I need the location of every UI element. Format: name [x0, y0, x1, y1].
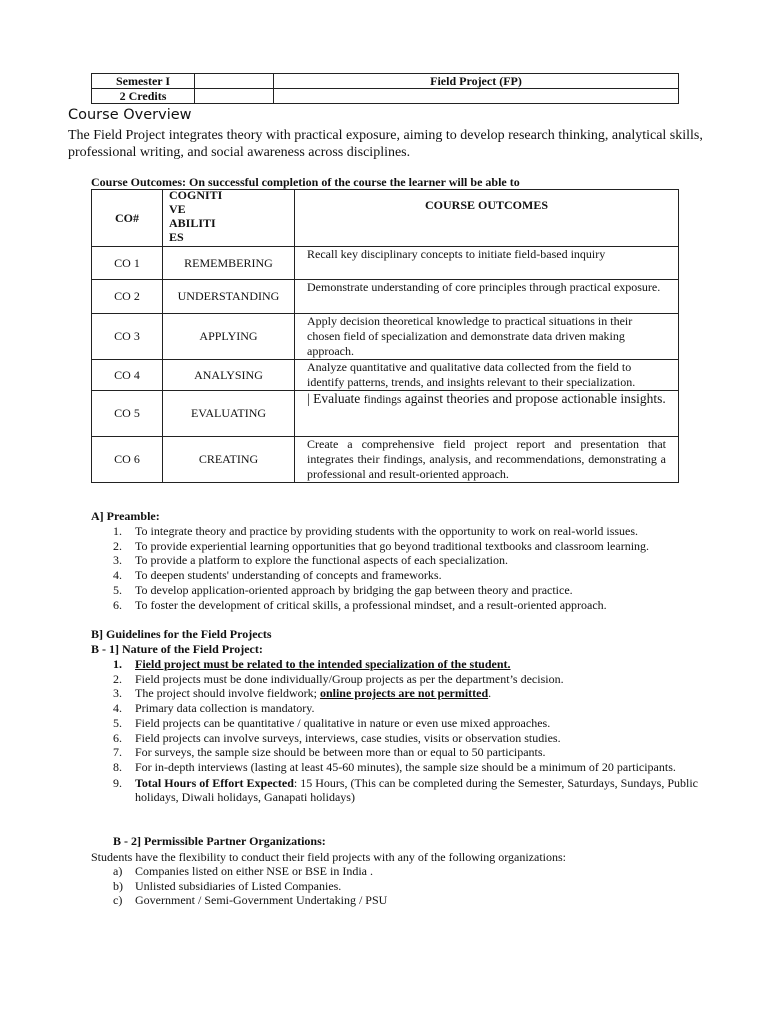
list-item: [91, 701, 711, 716]
list-number: 9.: [113, 775, 122, 790]
list-item: [91, 879, 711, 894]
list-number: 3.: [113, 686, 122, 701]
list-item: [91, 524, 751, 539]
co-number: CO 6: [92, 437, 163, 483]
co-number: CO 2: [92, 280, 163, 314]
list-text: To develop application-oriented approach by bridging the gap between theory and practice.: [135, 582, 573, 597]
preamble-list: [91, 524, 751, 612]
list-text-emphasis: online projects are not permitted: [319, 686, 489, 701]
list-text-label: Total Hours of Effort Expected: [135, 775, 294, 790]
list-text: For in-depth interviews (lasting at least 45-60 minutes), the sample size should be a minimum of 20 participants.: [135, 759, 676, 774]
credits-cell: 2 Credits: [92, 89, 195, 104]
table-row: [92, 314, 679, 360]
list-text: Primary data collection is mandatory.: [135, 701, 315, 716]
list-item: [91, 760, 711, 775]
list-number: 6.: [113, 597, 122, 612]
outcome-text: against theories and propose actionable insights.: [401, 391, 666, 406]
list-text: Field project must be related to the intended specialization of the student.: [135, 657, 511, 671]
list-text: .: [488, 686, 492, 701]
list-text: To integrate theory and practice by providing students with the opportunity to work on real-world issues.: [135, 524, 639, 538]
empty-cell: [274, 89, 679, 104]
course-outcome: Apply decision theoretical knowledge to practical situations in their chosen field of specialization and demonstrate data driven making approach.: [295, 314, 679, 360]
semester-cell: Semester I: [92, 74, 195, 89]
cognitive-ability: APPLYING: [163, 314, 295, 360]
table-row: [92, 360, 679, 391]
list-number: 6.: [113, 730, 122, 745]
cognitive-ability: REMEMBERING: [163, 247, 295, 280]
list-text: To provide a platform to explore the functional aspects of each specialization.: [135, 553, 509, 568]
list-number: 5.: [113, 715, 122, 730]
course-outcome: Recall key disciplinary concepts to initiate field-based inquiry: [295, 247, 679, 280]
co-number: CO 5: [92, 391, 163, 437]
project-title-cell: Field Project (FP): [274, 74, 679, 89]
course-outcome: Analyze quantitative and qualitative data collected from the field to identify patterns, trends, and insights relevant to their specialization.: [295, 360, 679, 391]
course-outcomes-table: [91, 189, 679, 483]
header-co-number: CO#: [92, 190, 163, 247]
outcome-text: findings: [363, 394, 402, 406]
course-overview-heading: Course Overview: [68, 107, 192, 123]
header-course-outcomes: COURSE OUTCOMES: [295, 190, 679, 247]
empty-cell: [195, 74, 274, 89]
list-letter: c): [113, 893, 123, 908]
course-outcome: [295, 391, 679, 437]
list-text: For surveys, the sample size should be between more than or equal to 50 participants.: [135, 745, 546, 760]
list-item: [91, 716, 711, 731]
cognitive-ability: EVALUATING: [163, 391, 295, 437]
list-number: 2.: [113, 538, 122, 553]
list-item: [91, 583, 751, 598]
list-text: To deepen students' understanding of concepts and frameworks.: [135, 568, 442, 583]
nature-subheading: B - 1] Nature of the Field Project:: [91, 642, 263, 656]
table-row: [92, 280, 679, 314]
list-number: 1.: [113, 657, 122, 671]
list-number: 7.: [113, 745, 122, 760]
course-outcome: Create a comprehensive field project report and presentation that integrates their findings, analysis, and recommendations, demonstrating a professional and result-oriented approach.: [295, 437, 679, 483]
guidelines-list: [91, 657, 711, 805]
list-letter: b): [113, 878, 123, 893]
list-text: The project should involve fieldwork;: [135, 686, 320, 701]
list-number: 8.: [113, 759, 122, 774]
header-cognitive-line: ABILITI: [169, 216, 216, 230]
list-item: [91, 568, 751, 583]
list-item: [91, 745, 711, 760]
list-number: 4.: [113, 701, 122, 716]
table-row: [92, 437, 679, 483]
cognitive-ability: CREATING: [163, 437, 295, 483]
partners-list: [91, 864, 711, 908]
header-cognitive-abilities: [163, 190, 295, 247]
list-item: [91, 893, 711, 908]
cognitive-ability: ANALYSING: [163, 360, 295, 391]
list-item: [91, 686, 711, 701]
co-number: CO 4: [92, 360, 163, 391]
header-cognitive-line: ES: [169, 230, 184, 244]
header-cognitive-line: COGNITI: [169, 188, 223, 202]
list-number: 5.: [113, 582, 122, 597]
header-cognitive-line: VE: [169, 202, 186, 216]
list-text: Unlisted subsidiaries of Listed Companies.: [135, 878, 342, 893]
empty-cell: [195, 89, 274, 104]
list-item: [91, 598, 751, 613]
co-number: CO 1: [92, 247, 163, 280]
table-row: [92, 391, 679, 437]
list-text: To provide experiential learning opportunities that go beyond traditional textbooks and classroom learning.: [135, 538, 650, 553]
list-number: 1.: [113, 524, 122, 538]
course-outcome: Demonstrate understanding of core principles through practical exposure.: [295, 280, 679, 314]
list-text: : 15 Hours, (This can be completed during the Semester, Saturdays, Sundays, Public holidays, Diwali holidays, Ganapati holidays): [135, 775, 699, 805]
list-number: 2.: [113, 671, 122, 686]
cognitive-ability: UNDERSTANDING: [163, 280, 295, 314]
table-row: [92, 247, 679, 280]
outcome-text: | Evaluate: [307, 391, 364, 406]
guidelines-heading: B] Guidelines for the Field Projects: [91, 627, 272, 641]
list-item: [91, 672, 711, 687]
list-text: Companies listed on either NSE or BSE in India .: [135, 864, 373, 878]
co-number: CO 3: [92, 314, 163, 360]
course-overview-text: The Field Project integrates theory with practical exposure, aiming to develop research thinking, analytical skills, professional writing, and social awareness across disciplines.: [68, 128, 703, 160]
list-item: [91, 731, 711, 746]
list-number: 4.: [113, 568, 122, 583]
list-item: [91, 539, 751, 554]
list-number: 3.: [113, 553, 122, 568]
list-item: [91, 657, 711, 672]
course-header-table: [91, 73, 679, 104]
list-text: To foster the development of critical skills, a professional mindset, and a result-oriented approach.: [135, 597, 607, 612]
partners-intro: Students have the flexibility to conduct their field projects with any of the following organizations:: [91, 850, 567, 864]
course-outcomes-intro: Course Outcomes: On successful completion of the course the learner will be able to: [91, 175, 520, 189]
list-item: [91, 553, 751, 568]
list-letter: a): [113, 864, 123, 878]
preamble-heading: A] Preamble:: [91, 509, 160, 523]
list-text: Field projects can be quantitative / qualitative in nature or even use mixed approaches.: [135, 715, 551, 730]
list-text: Field projects can involve surveys, interviews, case studies, visits or observation studies.: [135, 730, 561, 745]
partners-heading: B - 2] Permissible Partner Organizations:: [113, 834, 326, 848]
list-text: Government / Semi-Government Undertaking / PSU: [135, 893, 388, 908]
list-text: Field projects must be done individually/Group projects as per the department’s decision.: [135, 671, 564, 686]
list-item: [91, 864, 711, 879]
list-item: [91, 776, 711, 805]
